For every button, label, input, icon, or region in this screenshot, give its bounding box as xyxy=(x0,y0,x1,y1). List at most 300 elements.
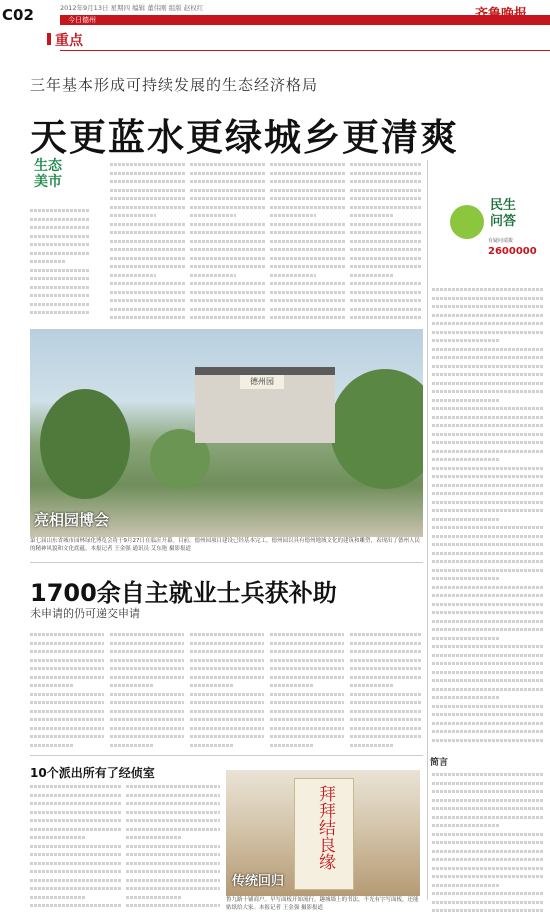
banner-text: 拜拜结良缘 xyxy=(315,785,335,870)
qa-title-line2: 问答 xyxy=(490,214,517,229)
main-col-2 xyxy=(110,160,186,325)
text-line xyxy=(432,506,544,515)
text-line xyxy=(350,305,422,314)
text-line xyxy=(270,664,344,673)
text-line xyxy=(110,211,156,220)
text-line xyxy=(432,294,544,303)
text-line xyxy=(190,296,266,305)
text-line xyxy=(432,413,544,422)
text-line xyxy=(432,855,544,864)
text-line xyxy=(126,782,220,791)
text-line xyxy=(110,194,186,203)
text-line xyxy=(190,673,264,682)
text-line xyxy=(110,673,184,682)
text-line xyxy=(350,203,422,212)
text-line xyxy=(30,639,104,648)
text-line xyxy=(110,245,186,254)
text-line xyxy=(30,673,104,682)
text-line xyxy=(30,681,74,690)
text-line xyxy=(270,177,346,186)
text-line xyxy=(270,245,346,254)
text-line xyxy=(190,690,264,699)
qa-promo-title xyxy=(490,198,516,230)
text-line xyxy=(432,634,499,643)
text-line xyxy=(190,160,266,169)
story2-headline: 1700余自主就业士兵获补助 xyxy=(30,579,337,607)
text-line xyxy=(30,257,66,266)
text-line xyxy=(270,707,344,716)
main-headline: 天更蓝水更绿城乡更清爽 xyxy=(30,116,459,159)
text-line xyxy=(432,898,544,907)
page-number: C02 xyxy=(2,6,34,24)
main-kicker: 三年基本形成可持续发展的生态经济格局 xyxy=(30,76,319,94)
text-line xyxy=(270,288,346,297)
text-line xyxy=(190,288,266,297)
tradition-photo-caption: 传统回归 xyxy=(232,874,285,889)
text-line xyxy=(432,336,499,345)
expo-photo-note: 第七届山东省城市园林绿化博览会将于9月27日在临沂开幕。目前，德州园项目建设已经基本完工，德州园以具有德州地域文化的建筑和雕塑，表现出了德州人民的精神风貌和文化底蕴。本报记者 王金强 通讯员 艾东艳 摄影报道 xyxy=(30,538,421,552)
text-line xyxy=(30,630,104,639)
text-line xyxy=(126,867,220,876)
text-line xyxy=(432,549,544,558)
text-line xyxy=(190,698,264,707)
text-line xyxy=(190,732,264,741)
text-line xyxy=(432,311,544,320)
brief-label: 简言 xyxy=(430,758,449,768)
text-line xyxy=(270,639,344,648)
text-line xyxy=(350,228,422,237)
text-line xyxy=(110,177,186,186)
text-line xyxy=(126,833,182,842)
text-line xyxy=(110,160,186,169)
text-line xyxy=(110,639,184,648)
text-line xyxy=(126,884,220,893)
text-line xyxy=(350,288,422,297)
text-line xyxy=(270,220,346,229)
text-line xyxy=(432,523,544,532)
text-line xyxy=(126,816,220,825)
text-line xyxy=(432,830,544,839)
story2-col-2 xyxy=(110,630,184,750)
qa-column xyxy=(432,285,544,745)
text-line xyxy=(126,791,220,800)
text-line xyxy=(270,296,346,305)
text-line xyxy=(190,656,264,665)
text-line xyxy=(190,211,236,220)
text-line xyxy=(270,160,346,169)
expo-photo xyxy=(30,329,423,537)
text-line xyxy=(432,438,544,447)
garden-sign: 德州园 xyxy=(240,375,284,389)
text-line xyxy=(432,353,544,362)
text-line xyxy=(30,300,90,309)
text-line xyxy=(270,305,346,314)
text-line xyxy=(110,647,184,656)
text-line xyxy=(350,664,422,673)
text-line xyxy=(270,681,314,690)
text-line xyxy=(190,724,264,733)
text-line xyxy=(30,656,104,665)
text-line xyxy=(432,328,544,337)
text-line xyxy=(432,651,544,660)
text-line xyxy=(110,690,184,699)
text-line xyxy=(126,799,220,808)
text-line xyxy=(30,274,90,283)
text-line xyxy=(432,302,544,311)
text-line xyxy=(126,859,220,868)
brief-column xyxy=(432,770,544,920)
text-line xyxy=(350,169,422,178)
text-line xyxy=(190,715,264,724)
text-line xyxy=(270,237,346,246)
text-line xyxy=(30,741,74,750)
text-line xyxy=(350,707,422,716)
text-line xyxy=(432,770,544,779)
text-line xyxy=(432,447,544,456)
text-line xyxy=(190,664,264,673)
text-line xyxy=(432,421,544,430)
text-line xyxy=(30,799,122,808)
text-line xyxy=(432,719,544,728)
text-line xyxy=(270,630,344,639)
text-line xyxy=(432,387,544,396)
text-line xyxy=(110,305,186,314)
section-divider xyxy=(30,755,423,756)
text-line xyxy=(270,724,344,733)
text-line xyxy=(350,271,393,280)
text-line xyxy=(30,825,122,834)
header-rule xyxy=(60,50,550,51)
text-line xyxy=(126,808,220,817)
text-line xyxy=(110,715,184,724)
text-line xyxy=(110,741,154,750)
text-line xyxy=(30,291,90,300)
story2-col-1 xyxy=(30,630,104,750)
tree-shape xyxy=(40,389,130,499)
text-line xyxy=(432,659,544,668)
text-line xyxy=(350,237,422,246)
text-line xyxy=(350,724,422,733)
text-line xyxy=(432,617,544,626)
text-line xyxy=(350,186,422,195)
text-line xyxy=(30,715,104,724)
text-line xyxy=(190,186,266,195)
text-line xyxy=(432,404,544,413)
section-divider xyxy=(30,562,423,563)
text-line xyxy=(30,707,104,716)
story3-col-2 xyxy=(126,782,220,912)
text-line xyxy=(190,313,266,322)
text-line xyxy=(432,583,544,592)
text-line xyxy=(432,540,544,549)
text-line xyxy=(110,169,186,178)
text-line xyxy=(110,186,186,195)
text-line xyxy=(432,396,499,405)
text-line xyxy=(190,707,264,716)
text-line xyxy=(432,847,544,856)
text-line xyxy=(432,685,544,694)
story2-col-4 xyxy=(270,630,344,750)
text-line xyxy=(126,901,220,910)
text-line xyxy=(30,732,104,741)
text-line xyxy=(350,698,422,707)
tradition-photo-note: 鲁九路十铺商户。早写面板开始流行。趣城墙上的书法，不光有字写面板，还能贴纸给大家。本报记者 王金强 摄影报道 xyxy=(226,897,419,911)
text-line xyxy=(110,262,186,271)
text-line xyxy=(30,859,122,868)
text-line xyxy=(432,676,544,685)
text-line xyxy=(110,656,184,665)
text-line xyxy=(432,821,499,830)
text-line xyxy=(30,901,122,910)
text-line xyxy=(432,379,544,388)
text-line xyxy=(270,698,344,707)
text-line xyxy=(110,698,184,707)
text-line xyxy=(432,625,544,634)
text-line xyxy=(432,591,544,600)
text-line xyxy=(350,732,422,741)
text-line xyxy=(350,630,422,639)
text-line xyxy=(270,656,344,665)
text-line xyxy=(432,472,544,481)
text-line xyxy=(190,741,234,750)
story3-headline: 10个派出所有了经侦室 xyxy=(30,766,155,780)
text-line xyxy=(110,296,186,305)
text-line xyxy=(126,893,182,902)
main-col-4 xyxy=(270,160,346,325)
text-line xyxy=(126,876,220,885)
qa-promo-prompt: 有疑问请拨 xyxy=(488,238,514,244)
issue-meta: 2012年9月13日 星期四 编辑 董伟刚 组版 赵权红 xyxy=(60,4,204,12)
text-line xyxy=(30,223,90,232)
text-line xyxy=(30,867,122,876)
text-line xyxy=(110,732,184,741)
text-line xyxy=(350,647,422,656)
text-line xyxy=(350,639,422,648)
text-line xyxy=(30,833,85,842)
text-line xyxy=(270,673,344,682)
text-line xyxy=(432,464,544,473)
text-line xyxy=(270,211,316,220)
text-line xyxy=(432,693,499,702)
text-line xyxy=(432,608,544,617)
text-line xyxy=(110,271,156,280)
story2-col-3 xyxy=(190,630,264,750)
text-line xyxy=(350,656,422,665)
text-line xyxy=(432,370,544,379)
text-line xyxy=(190,254,266,263)
text-line xyxy=(270,203,346,212)
story3-col-1 xyxy=(30,782,122,912)
text-line xyxy=(110,220,186,229)
eco-badge: 生态美市 xyxy=(34,158,62,190)
text-line xyxy=(432,864,544,873)
text-line xyxy=(30,893,85,902)
text-line xyxy=(350,715,422,724)
text-line xyxy=(270,647,344,656)
text-line xyxy=(190,271,236,280)
text-line xyxy=(350,194,422,203)
text-line xyxy=(270,715,344,724)
text-line xyxy=(30,884,122,893)
text-line xyxy=(432,574,499,583)
text-line xyxy=(432,515,499,524)
calligraphy-banner xyxy=(294,778,354,890)
text-line xyxy=(190,279,266,288)
text-line xyxy=(190,245,266,254)
text-line xyxy=(350,681,393,690)
text-line xyxy=(350,245,422,254)
text-line xyxy=(350,262,422,271)
text-line xyxy=(30,249,90,258)
expo-photo-caption: 亮相园博会 xyxy=(34,511,110,529)
text-line xyxy=(190,262,266,271)
text-line xyxy=(432,481,544,490)
text-line xyxy=(190,639,264,648)
text-line xyxy=(432,881,499,890)
text-line xyxy=(190,169,266,178)
text-line xyxy=(30,808,122,817)
tradition-photo xyxy=(226,770,420,896)
text-line xyxy=(350,313,422,322)
text-line xyxy=(190,237,266,246)
qa-promo-icon xyxy=(450,205,484,239)
text-line xyxy=(190,220,266,229)
text-line xyxy=(432,889,544,898)
qa-title-line1: 民生 xyxy=(490,198,517,213)
text-line xyxy=(432,600,544,609)
text-line xyxy=(350,690,422,699)
text-line xyxy=(30,647,104,656)
qa-hotline-number: 2600000 xyxy=(488,246,537,257)
text-line xyxy=(432,642,544,651)
text-line xyxy=(110,630,184,639)
main-col-3 xyxy=(190,160,266,325)
text-line xyxy=(126,842,220,851)
text-line xyxy=(270,228,346,237)
text-line xyxy=(30,283,90,292)
text-line xyxy=(30,308,90,317)
text-line xyxy=(350,211,393,220)
text-line xyxy=(110,681,154,690)
text-line xyxy=(432,838,544,847)
text-line xyxy=(110,288,186,297)
text-line xyxy=(126,825,220,834)
text-line xyxy=(432,906,544,915)
text-line xyxy=(270,254,346,263)
text-line xyxy=(110,313,186,322)
text-line xyxy=(432,489,544,498)
text-line xyxy=(350,160,422,169)
text-line xyxy=(432,804,544,813)
text-line xyxy=(30,215,90,224)
text-line xyxy=(432,532,544,541)
text-line xyxy=(110,237,186,246)
text-line xyxy=(270,690,344,699)
text-line xyxy=(30,782,122,791)
text-line xyxy=(110,724,184,733)
text-line xyxy=(30,206,90,215)
focus-label: 重点 xyxy=(55,30,83,50)
text-line xyxy=(30,816,122,825)
text-line xyxy=(432,813,544,822)
text-line xyxy=(350,279,422,288)
text-line xyxy=(190,681,234,690)
text-line xyxy=(350,741,393,750)
text-line xyxy=(432,872,544,881)
text-line xyxy=(432,668,544,677)
text-line xyxy=(110,707,184,716)
text-line xyxy=(432,787,544,796)
text-line xyxy=(190,228,266,237)
text-line xyxy=(30,232,90,241)
text-line xyxy=(432,455,499,464)
text-line xyxy=(270,262,346,271)
text-line xyxy=(350,296,422,305)
main-col-5 xyxy=(350,160,422,325)
text-line xyxy=(110,228,186,237)
text-line xyxy=(30,266,90,275)
text-line xyxy=(30,876,122,885)
main-col-1 xyxy=(30,206,90,324)
text-line xyxy=(432,498,544,507)
text-line xyxy=(432,285,544,294)
text-line xyxy=(110,279,186,288)
text-line xyxy=(270,741,314,750)
text-line xyxy=(270,279,346,288)
text-line xyxy=(30,664,104,673)
text-line xyxy=(432,430,544,439)
text-line xyxy=(110,254,186,263)
tree-shape xyxy=(330,369,423,489)
text-line xyxy=(432,319,544,328)
text-line xyxy=(270,194,346,203)
text-line xyxy=(30,791,122,800)
text-line xyxy=(110,664,184,673)
text-line xyxy=(350,254,422,263)
text-line xyxy=(190,305,266,314)
text-line xyxy=(432,702,544,711)
story2-subhead: 未申请的仍可递交申请 xyxy=(30,607,140,620)
text-line xyxy=(270,313,346,322)
text-line xyxy=(432,736,544,745)
text-line xyxy=(350,177,422,186)
text-line xyxy=(190,177,266,186)
text-line xyxy=(190,203,266,212)
text-line xyxy=(190,194,266,203)
text-line xyxy=(30,690,104,699)
text-line xyxy=(30,842,122,851)
text-line xyxy=(270,169,346,178)
text-line xyxy=(350,220,422,229)
text-line xyxy=(432,345,544,354)
column-divider xyxy=(427,160,428,900)
text-line xyxy=(432,796,544,805)
text-line xyxy=(270,186,346,195)
text-line xyxy=(30,850,122,859)
text-line xyxy=(270,271,316,280)
text-line xyxy=(432,557,544,566)
text-line xyxy=(432,566,544,575)
text-line xyxy=(126,850,220,859)
text-line xyxy=(30,240,90,249)
text-line xyxy=(110,203,186,212)
text-line xyxy=(30,698,104,707)
text-line xyxy=(190,647,264,656)
text-line xyxy=(350,673,422,682)
text-line xyxy=(432,727,544,736)
text-line xyxy=(432,710,544,719)
text-line xyxy=(270,732,344,741)
